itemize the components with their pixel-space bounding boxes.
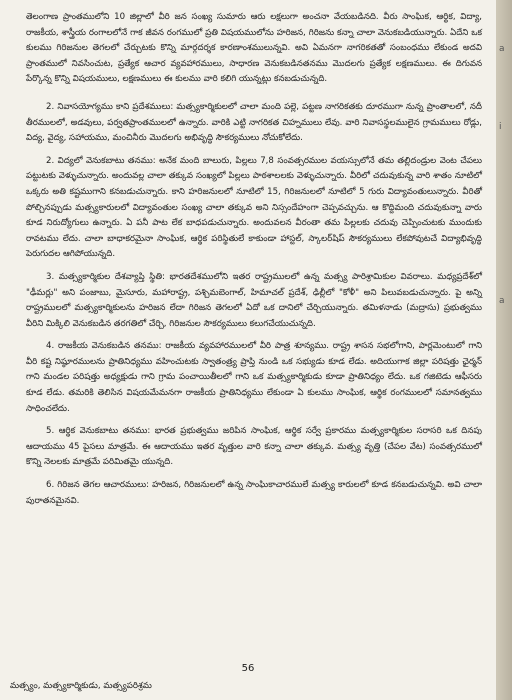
paragraph-economic: 5. ఆర్థిక వెనుకబాటు తనము: భారత ప్రభుత్వము జరిపిన సాంఘిక, ఆర్థిక సర్వే ప్రకారము మత్స్యకార్మికుల సరాసరి ఒక దినపు ఆదాయము 45 పైసలు మాత్రమే. ఈ ఆదాయము ఇతర వృత్తుల వారి కన్నా చాలా తక్కువ. మత్స్య వృత్తి (చేపల వేట) సంవత్సరములో కొన్ని నెలలకు మాత్రమే పరిమితమై యున్నది. (26, 426, 482, 468)
paragraph-education: 2. విద్యలో వెనుకబాటు తనము: అనేక మంది బాలురు, పిల్లలు 7,8 సంవత్సరముల వయస్సులోనే తమ తల్లిదండ్రుల వెంట చేపలు పట్టుటకు వెళ్ళుచున్నారు. అందువల్ల చాలా తక్కువ సంఖ్యలో పిల్లలు పాఠశాలలకు వెళ్ళుచున్నారు. వీరిలో చదువుకున్న వారి శాతం నూటిలో ఒక్కరు అతి కష్టముగాని కనబడుచున్నారు. కాని హరిజనులలో నూటిలో 15, గిరిజనులలో నూటిలో 5 గురు విద్యావంతులున్నారు. వీరితో పోల్చినప్పుడు మత్స్యకారులలో విద్యావంతుల సంఖ్య చాలా తక్కువ అని నిస్సందేహంగా చెప్పవచ్చును. ఆ కొద్దిమంది చదువుకున్నా వారు కూడ నిరుద్యోగులు ఉన్నారు. ఏ పనీ పాట లేక బాధపడుచున్నారు. అందువలన వీరంతా తమ పిల్లలకు చదువు చెప్పించుటకు ముందుకు రావటము లేదు. చాలా బాధాకరమైనా సాంఘిక, ఆర్థిక పరిస్థితులే కాకుండా హాస్టల్, స్కాలర్‌షిప్ సౌకర్యములు లేకపోవుటచే విద్యాభివృద్ధి పెరుగుదల ఆగిపోయున్నది. (26, 155, 482, 260)
paragraph-intro: తెలంగాణ ప్రాంతములోని 10 జిల్లాలో వీరి జన సంఖ్య సుమారు ఆరు లక్షలుగా అంచనా వేయబడినది. వీరు సాంఘిక, ఆర్థిక, విద్యా, రాజకీయ, శాస్త్రీయ రంగాలలోనే గాక జీవన రంగములో ప్రతి విషయములోను హరిజన, గిరిజను కన్నా చాలా వెనుకబడియున్నారు. ఏదేని ఒక కులము గిరిజనుల తెగలలో చేర్చుటకు కొన్ని మార్గదర్శక కారణాంశములున్నవి. అవి ఏమనగా నాగరికతతో సంబంధము లేకుండ అదవి ప్రాంతములో నివసించుట, ప్రత్యేక ఆచార వ్యవహారములు, సాధారణ వెనుకబడినతనము మొదలగు ప్రత్యేక లక్షణములు. ఈ దిగువన పేర్కొన్న కొన్ని విషయములు, లక్షణములు ఈ కులము వారి కలిగి యున్నట్లు కనబడుచున్నది. (26, 12, 482, 85)
edge-mark: i (499, 122, 502, 132)
body-text (26, 10, 482, 516)
paragraph-national-status: 3. మత్స్యకార్మికుల దేశవ్యాప్తి స్థితి: భారతదేశములోని ఇతర రాష్ట్రములలో ఉన్న మత్స్య పారిశ్రామికుల వివరాలు. మధ్యప్రదేశ్‌లో "ఢీమర్లు" అని పంజాబు, మైసూరు, మహారాష్ట్ర, పశ్చిమబెంగాల్, హిమాచల్ ప్రదేశ్, ఢిల్లీలో "కోళీ" అని పిలువబడుచున్నారు. పై అన్ని రాష్ట్రములలో మత్స్యకార్మికులను హరిజన లేదా గిరిజన తెగలలో ఏదో ఒక దానిలో చేర్చియున్నారు. తమిళనాడు (మద్రాసు) ప్రభుత్వము వీరిని మిక్కిలి వెనుకబడిన తరగతిలో చేర్చి, గిరిజనుల సౌకర్యములు కలుగచేయుచున్నది. (26, 271, 482, 329)
page-number: 56 (241, 663, 255, 674)
paragraph-habitat: 2. నివాసయోగ్యము కాని ప్రదేశములు: మత్స్యకార్మికులలో చాలా మంది పల్లె, పట్టణ నాగరికతకు దూరముగా నున్న ప్రాంతాలలో, నదీ తీరములలో, అడవులు, పర్వతప్రాంతములలో ఉన్నారు. వారికి ఎట్టి నాగరికత చిహ్నములు లేవు. వారి నివాసస్థలములైన గ్రామములు రోడ్లు, విద్య, వైద్య, సహాయము, మంచినీరు మొదలగు అభివృద్ధి సౌకర్యములు నోచుకోలేదు. (26, 101, 482, 144)
adjacent-page-edge (496, 0, 512, 700)
paragraph-customs: 6. గిరిజన తెగల ఆచారములు: హరిజన, గిరిజనులలో ఉన్న సాంఘికాచారములే మత్స్య కారులలో కూడ కనబడుచున్నవి. అవి చాలా పురాతనమైనవి. (26, 480, 482, 506)
edge-mark: a (499, 296, 505, 306)
paragraph-political: 4. రాజకీయ వెనుకబడిన తనము: రాజకీయ వ్యవహారములలో వీరి పాత్ర శూన్యము. రాష్ట్ర శాసన సభలోగాని, పార్లమెంటులో గాని వీరి కష్ట నిష్ఠూరములను ప్రాతినిధ్యము వహించుటకు స్వాతంత్ర్య ప్రాప్తి నుండి ఒక సభ్యుడు కూడ లేడు. అదియుగాక జిల్లా పరిషత్తు ఛైర్మన్ గాని మండల పరిషత్తు అధ్యక్షుడు గాని గ్రామ పంచాయితీలలో గాని ఒక మత్స్యకార్మికుడు కూడా ప్రాతినిధ్యం లేదు. ఒక గజిటెడు ఆఫీసరు కూడ లేడు. తమరికి తెలిసిన విషయమేమనగా రాజకీయ ప్రాతినిధ్యము లేకుండా ఏ కులము సాంఘిక, ఆర్థిక రంగములలో సమానత్వము సాధించలేదు. (26, 341, 482, 414)
running-title: మత్స్యం, మత్స్యకార్మికుడు, మత్స్యపరిశ్రమ (10, 681, 152, 691)
edge-mark: a (499, 44, 505, 54)
